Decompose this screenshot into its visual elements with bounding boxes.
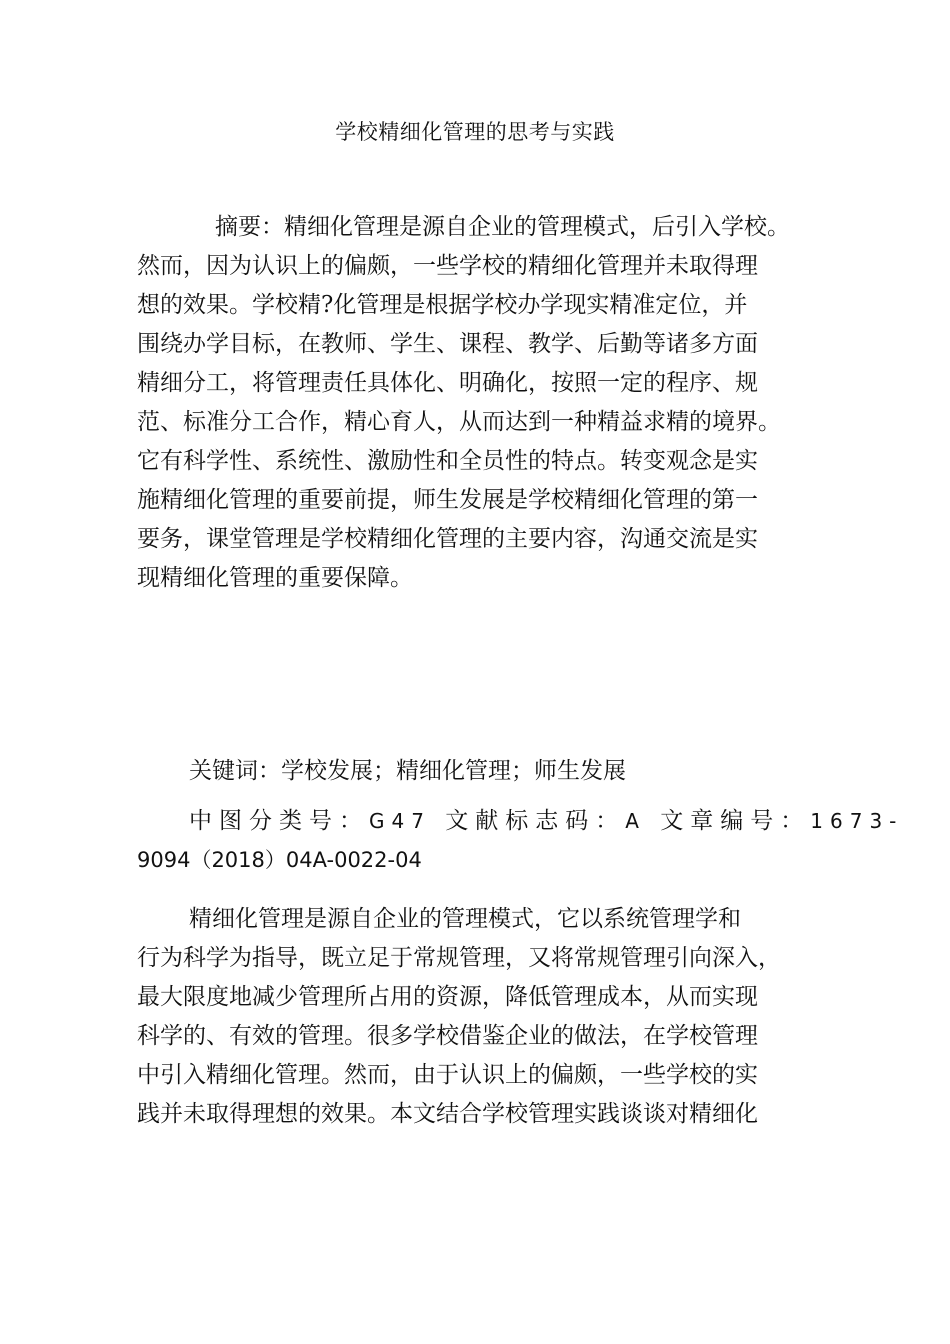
- abstract-line: 施精细化管理的重要前提，师生发展是学校精细化管理的第一: [137, 487, 758, 513]
- article-number-part2: 9094（2018）04A-0022-04: [137, 848, 422, 872]
- clc-label: 中图分类号：: [189, 808, 369, 834]
- keywords-paragraph: [137, 752, 837, 791]
- classification-line: [137, 802, 904, 841]
- doc-code: A: [625, 809, 646, 833]
- abstract-line: 要务，课堂管理是学校精细化管理的主要内容，沟通交流是实: [137, 526, 758, 552]
- abstract-paragraph: [137, 208, 837, 598]
- article-number-label: 文章编号：: [660, 808, 811, 834]
- document-title: 学校精细化管理的思考与实践: [335, 120, 615, 144]
- body-line: 践并未取得理想的效果。本文结合学校管理实践谈谈对精细化: [137, 1101, 758, 1127]
- classification-paragraph: [137, 802, 904, 880]
- body-line: 中引入精细化管理。然而，由于认识上的偏颇，一些学校的实: [137, 1062, 758, 1088]
- body-line: 最大限度地减少管理所占用的资源，降低管理成本，从而实现: [137, 984, 758, 1010]
- abstract-line: 想的效果。学校精?化管理是根据学校办学现实精准定位，并: [137, 292, 748, 318]
- clc-code: G47: [369, 809, 431, 833]
- body-line: 行为科学为指导，既立足于常规管理，又将常规管理引向深入，: [137, 945, 781, 971]
- body-paragraph: [137, 900, 837, 1134]
- abstract-line: 然而，因为认识上的偏颇，一些学校的精细化管理并未取得理: [137, 253, 758, 279]
- abstract-line: 现精细化管理的重要保障。: [137, 565, 413, 591]
- abstract-line: 摘要：精细化管理是源自企业的管理模式，后引入学校。: [215, 214, 790, 240]
- keywords-line: 关键词：学校发展；精细化管理；师生发展: [189, 758, 626, 784]
- body-line: 科学的、有效的管理。很多学校借鉴企业的做法，在学校管理: [137, 1023, 758, 1049]
- abstract-line: 围绕办学目标，在教师、学生、课程、教学、后勤等诸多方面: [137, 331, 758, 357]
- abstract-line: 范、标准分工合作，精心育人，从而达到一种精益求精的境界。: [137, 409, 781, 435]
- abstract-line: 精细分工，将管理责任具体化、明确化，按照一定的程序、规: [137, 370, 758, 396]
- article-number-part1: 1673-: [810, 809, 904, 833]
- body-line: 精细化管理是源自企业的管理模式，它以系统管理学和: [189, 906, 741, 932]
- doc-code-label: 文献标志码：: [445, 808, 626, 834]
- abstract-line: 它有科学性、系统性、激励性和全员性的特点。转变观念是实: [137, 448, 758, 474]
